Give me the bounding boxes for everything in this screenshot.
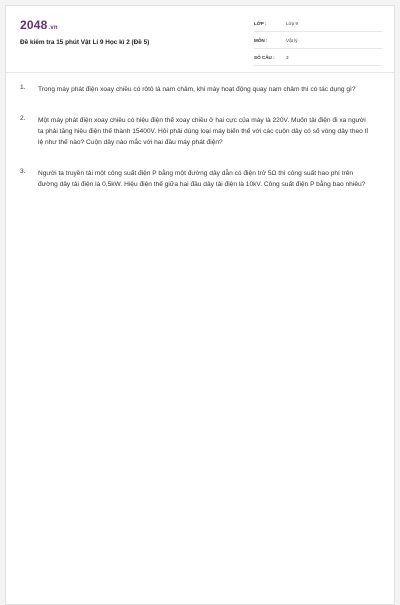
meta-label: LỚP :: [254, 21, 267, 26]
question-text: Trong máy phát điện xoay chiều có rôtô là nam châm, khi máy hoạt động quay nam châm thì có tác dụng gì?: [38, 86, 356, 93]
exam-meta: [254, 18, 382, 69]
question-item: [20, 84, 372, 95]
exam-sheet: [5, 5, 395, 605]
meta-value: Lớp 9: [286, 21, 298, 26]
meta-label: SỐ CÂU :: [254, 55, 275, 60]
question-item: [20, 168, 372, 190]
question-text: Một máy phát điện xoay chiều có hiệu điện thế xoay chiều ở hai cực của máy là 220V. Muốn tải điện đi xa người ta phải tăng hiệu điện thế thành 15400V. Hỏi phải dùng loại máy biến thế với các cuộn dây có số vòng dây theo tỉ lệ như thế nào? Cuộn dây nào mắc với hai đầu máy phát điện?: [38, 117, 368, 146]
meta-value: 3: [286, 55, 289, 60]
question-text: Người ta truyền tải một công suất điện P bằng một đường dây dẫn có điện trở 5Ω thì công suất hao phí trên đường dây tải điện là 0,5kW. Hiệu điện thế giữa hai đầu dây tải điện là 10kV. Công suất điện P bằng bao nhiêu?: [38, 170, 366, 188]
question-number: 2.: [20, 115, 26, 122]
site-logo[interactable]: [20, 18, 58, 32]
meta-row-question-count: [254, 52, 382, 66]
logo-tld: .vn: [48, 25, 58, 31]
question-number: 1.: [20, 84, 26, 91]
question-item: [20, 115, 372, 148]
meta-label: MÔN :: [254, 38, 268, 43]
meta-row-subject: [254, 35, 382, 49]
question-list: [20, 84, 372, 210]
exam-header: [6, 6, 394, 73]
meta-row-class: [254, 18, 382, 32]
logo-number: 2048: [20, 18, 48, 32]
meta-value: Vật lý: [286, 38, 298, 43]
exam-title: Đề kiểm tra 15 phút Vật Lí 9 Học kì 2 (Đề 5): [20, 39, 150, 46]
question-number: 3.: [20, 168, 26, 175]
